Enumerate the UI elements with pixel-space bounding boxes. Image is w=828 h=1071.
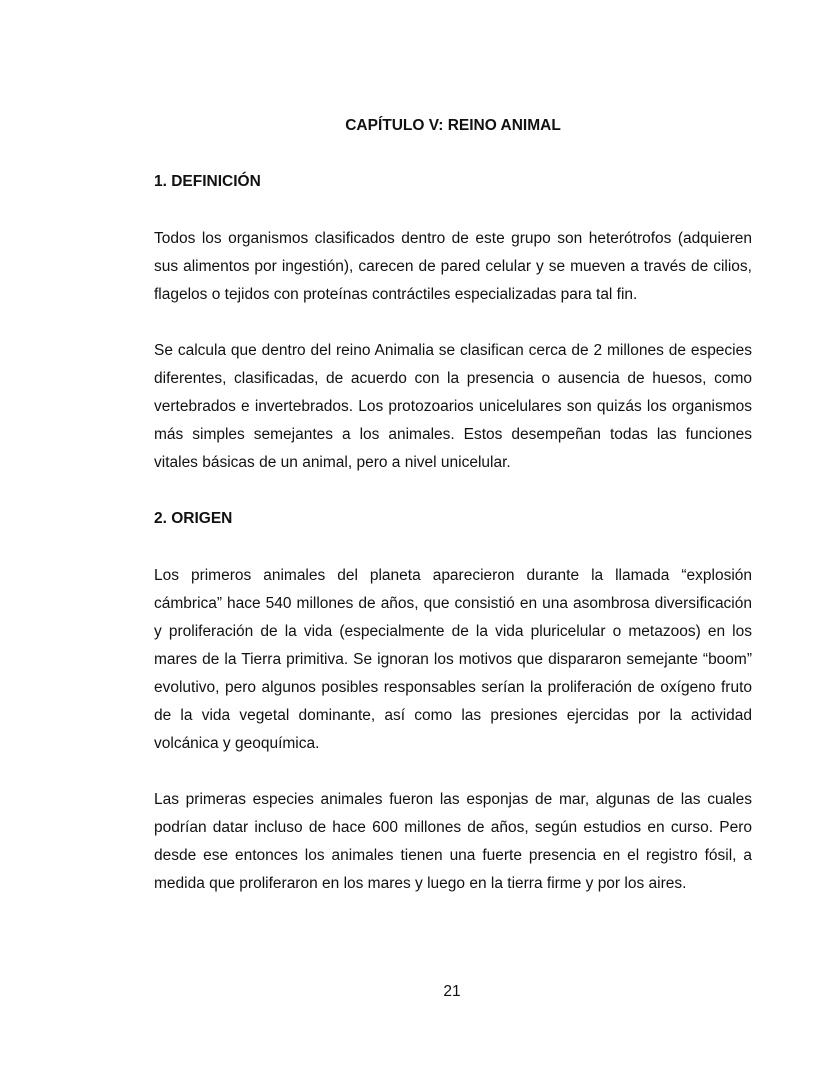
page-content — [154, 113, 752, 898]
section-heading-definicion: 1. DEFINICIÓN — [154, 173, 261, 190]
page-number: 21 — [443, 983, 461, 1000]
paragraph: Todos los organismos clasificados dentro de este grupo son heterótrofos (adquieren sus alimentos por ingestión), carecen de pared celular y se mueven a través de cilios, flagelos o tejidos con proteínas contráctiles especializadas para tal fin. — [154, 230, 752, 303]
paragraph: Los primeros animales del planeta aparecieron durante la llamada “explosión cámbrica” hace 540 millones de años, que consistió en una asombrosa diversificación y proliferación de la vida (especialmente de la vida pluricelular o metazoos) en los mares de la Tierra primitiva. Se ignoran los motivos que dispararon semejante “boom” evolutivo, pero algunos posibles responsables serían la proliferación de oxígeno fruto de la vida vegetal dominante, así como las presiones ejercidas por la actividad volcánica y geoquímica. — [154, 567, 752, 752]
paragraph: Se calcula que dentro del reino Animalia se clasifican cerca de 2 millones de especies diferentes, clasificadas, de acuerdo con la presencia o ausencia de huesos, como vertebrados e invertebrados. Los protozoarios unicelulares son quizás los organismos más simples semejantes a los animales. Estos desempeñan todas las funciones vitales básicas de un animal, pero a nivel unicelular. — [154, 342, 752, 471]
section-heading-origen: 2. ORIGEN — [154, 510, 233, 527]
chapter-title: CAPÍTULO V: REINO ANIMAL — [345, 117, 561, 134]
paragraph: Las primeras especies animales fueron las esponjas de mar, algunas de las cuales podrían datar incluso de hace 600 millones de años, según estudios en curso. Pero desde ese entonces los animales tienen una fuerte presencia en el registro fósil, a medida que proliferaron en los mares y luego en la tierra firme y por los aires. — [154, 791, 752, 892]
